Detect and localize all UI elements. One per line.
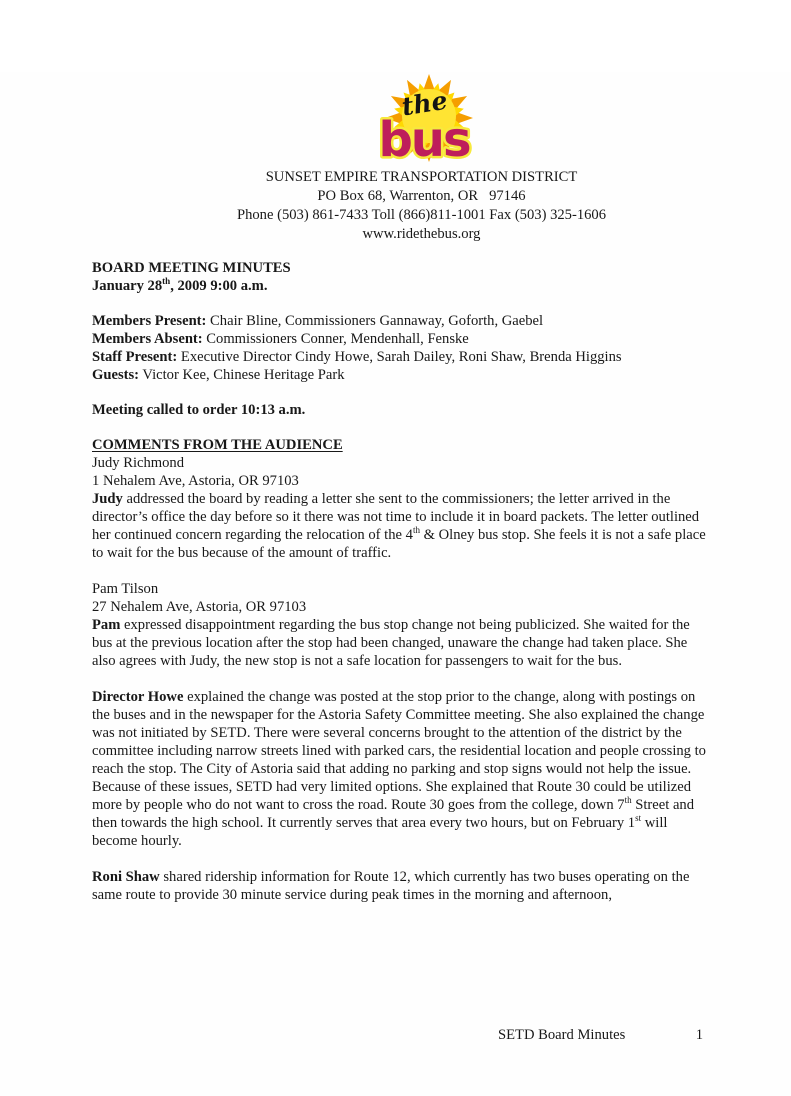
attendance-list xyxy=(92,312,710,384)
logo-word-the: the xyxy=(399,85,449,122)
speaker2-paragraph: Pam expressed disappointment regarding the bus stop change not being publicized. She waited for the bus at the previous location after the stop had been changed, unaware the change had taken place. She also agrees with Judy, the new stop is not a safe location for passengers to wait for the bus. xyxy=(92,617,690,669)
the-bus-logo xyxy=(52,72,791,168)
called-to-order-line: Meeting called to order 10:13 a.m. xyxy=(92,402,306,418)
logo-word-bus: bus xyxy=(377,112,470,168)
footer-page-number: 1 xyxy=(695,1027,703,1043)
speaker2-block xyxy=(92,580,710,670)
meeting-title: BOARD MEETING MINUTES xyxy=(92,260,291,276)
document-page xyxy=(0,72,791,1096)
director-howe-paragraph: Director Howe explained the change was posted at the stop prior to the change, along with postings on the buses and in the newspaper for the Astoria Safety Committee meeting. She also explained the change was not initiated by SETD. There were several concerns brought to the attention of the district by the committee including narrow streets lined with parked cars, the residential location and people crossing to reach the stop. The City of Astoria said that adding no parking and stop signs would not help the issue. Because of these issues, SETD had very limited options. She explained that Route 30 could be utilized more by people who do not want to cross the road. Route 30 goes from the college, down 7th Street and then towards the high school. It currently serves that area every two hours, but on February 1st will become hourly. xyxy=(92,689,706,849)
speaker1-name: Judy Richmond xyxy=(92,455,185,471)
speaker2-name: Pam Tilson xyxy=(92,581,159,597)
sun-icon xyxy=(347,72,497,168)
meeting-datetime: January 28th, 2009 9:00 a.m. xyxy=(92,276,268,294)
members-absent-line: Members Absent: Commissioners Conner, Mendenhall, Fenske xyxy=(92,331,469,347)
comments-section xyxy=(92,436,710,904)
speaker2-address: 27 Nehalem Ave, Astoria, OR 97103 xyxy=(92,599,307,615)
comments-heading: COMMENTS FROM THE AUDIENCE xyxy=(92,437,343,453)
guests-line: Guests: Victor Kee, Chinese Heritage Park xyxy=(92,367,345,383)
org-address: PO Box 68, Warrenton, OR 97146 xyxy=(317,188,526,204)
minutes-body xyxy=(92,259,710,904)
speaker1-address: 1 Nehalem Ave, Astoria, OR 97103 xyxy=(92,473,299,489)
org-name: SUNSET EMPIRE TRANSPORTATION DISTRICT xyxy=(265,169,578,185)
page-footer xyxy=(498,1027,703,1044)
letterhead xyxy=(0,72,791,244)
org-website: www.ridethebus.org xyxy=(362,226,481,242)
staff-present-line: Staff Present: Executive Director Cindy Howe, Sarah Dailey, Roni Shaw, Brenda Higgins xyxy=(92,349,622,365)
members-present-line: Members Present: Chair Bline, Commissioners Gannaway, Goforth, Gaebel xyxy=(92,313,544,329)
speaker1-paragraph: Judy addressed the board by reading a letter she sent to the commissioners; the letter arrived in the director’s office the day before so it there was not time to include it in board packets. The letter outlined her continued concern regarding the relocation of the 4th & Olney bus stop. She feels it is not a safe place to wait for the bus because of the amount of traffic. xyxy=(92,491,706,561)
footer-label: SETD Board Minutes xyxy=(498,1027,626,1043)
roni-shaw-paragraph: Roni Shaw shared ridership information for Route 12, which currently has two buses operating on the same route to provide 30 minute service during peak times in the morning and afternoon, xyxy=(92,869,690,903)
org-phone-line: Phone (503) 861-7433 Toll (866)811-1001 Fax (503) 325-1606 xyxy=(236,207,607,223)
